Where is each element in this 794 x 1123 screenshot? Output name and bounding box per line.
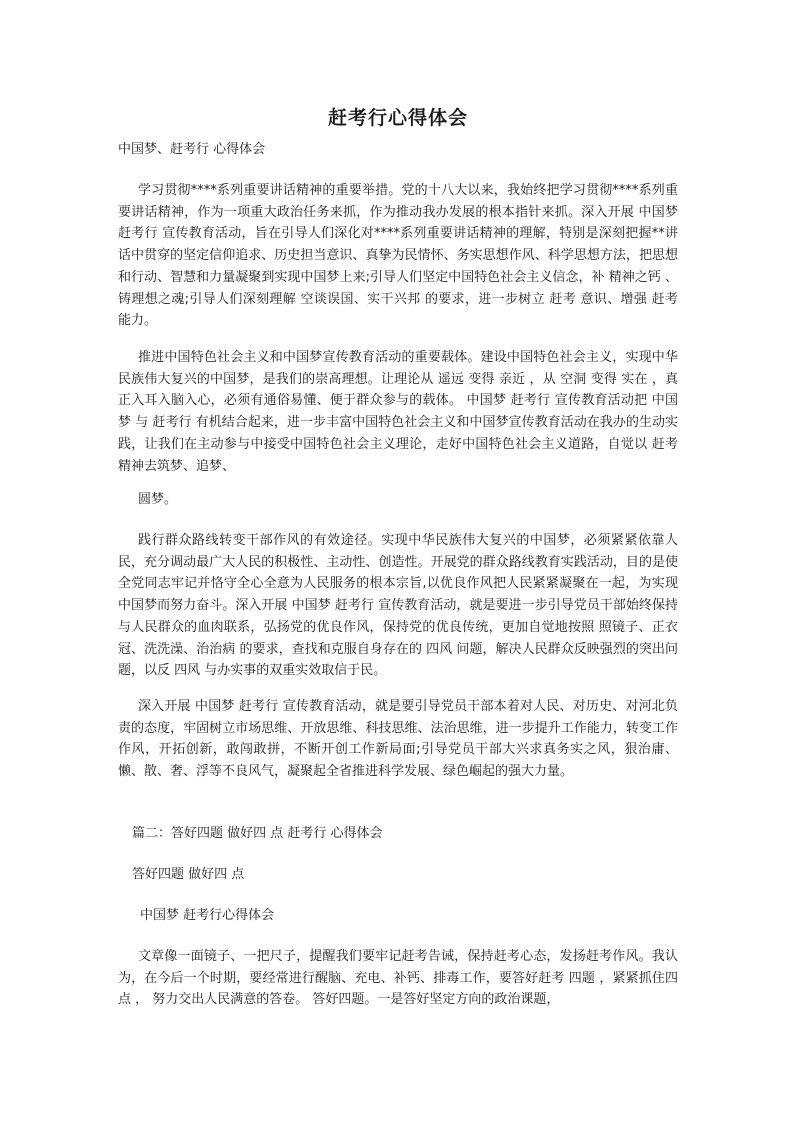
section-subheading: 答好四题 做好四 点 [132,867,245,882]
section-subtitle: 中国梦 赶考行心得体会 [140,908,275,923]
section-heading: 篇二：答好四题 做好四 点 赶考行 心得体会 [132,826,383,841]
paragraph-5: 深入开展 中国梦 赶考行 宣传教育活动，就是要引导党员干部本着对人民、对历史、对河北负责的态度，牢固树立市场思维、开放思维、科技思维、法治思维，进一步提升工作能力，转变工作作风，开拓创新，敢闯敢拼，不断开创工作新局面;引导党员干部大兴求真务实之风，狠治庸、懒、散、奢、浮等不良风气，凝聚起全省推进科学发展、绿色崛起的强大力量。 [118,699,678,780]
document-subtitle: 中国梦、赶考行 心得体会 [118,142,266,157]
paragraph-3: 圆梦。 [138,492,178,507]
document-title: 赶考行心得体会 [327,107,468,129]
paragraph-4: 践行群众路线转变干部作风的有效途径。实现中华民族伟大复兴的中国梦，必须紧紧依靠人民，充分调动最广大人民的积极性、主动性、创造性。开展党的群众路线教育实践活动，目的是使全党同志牢记并恪守全心全意为人民服务的根本宗旨,以优良作风把人民紧紧凝聚在一起，为实现中国梦而努力奋斗。深入开展 中国梦 赶考行 宣传教育活动，就是要进一步引导党员干部始终保持与人民群众的血肉联系，弘扬党的优良作风，保持党的优良传统，更加自觉地按照 照镜子、正衣冠、洗洗澡、治治病 的要求，查找和克服自身存在的 四风 问题，解决人民群众反映强烈的突出问题，以反 四风 与办实事的双重实效取信于民。 [118,533,678,679]
paragraph-2: 推进中国特色社会主义和中国梦宣传教育活动的重要载体。建设中国特色社会主义，实现中华民族伟大复兴的中国梦，是我们的崇高理想。让理论从 遥远 变得 亲近 ，从 空洞 变得 实在 ，真正入耳入脑入心，必须有通俗易懂、便于群众参与的载体。 中国梦 赶考行 宣传教育活动把 中国梦 与 赶考行 有机结合起来，进一步丰富中国特色社会主义和中国梦宣传教育活动在我办的生动实践，让我们在主动参与中接受中国特色社会主义理论，走好中国特色社会主义道路，自觉以 赶考 精神去筑梦、追梦、 [118,350,678,474]
paragraph-1: 学习贯彻****系列重要讲话精神的重要举措。党的十八大以来，我始终把学习贯彻****系列重要讲话精神，作为一项重大政治任务来抓，作为推动我办发展的根本指针来抓。深入开展 中国梦 赶考行 宣传教育活动，旨在引导人们深化对****系列重要讲话精神的理解，特别是深刻把握**讲话中贯穿的坚定信仰追求、历史担当意识、真挚为民情怀、务实思想作风、科学思想方法，把思想和行动、智慧和力量凝聚到实现中国梦上来;引导人们坚定中国特色社会主义信念，补 精神之钙 、铸理想之魂;引导人们深刻理解 空谈误国、实干兴邦 的要求，进一步树立 赶考 意识、增强 赶考 能力。 [118,183,678,329]
paragraph-6: 文章像一面镜子、一把尺子，提醒我们要牢记赶考告诫，保持赶考心态，发扬赶考作风。我认为，在今后一个时期，要经常进行醒脑、充电、补钙、排毒工作，要答好赶考 四题 ，紧紧抓住四 点 ， 努力交出人民满意的答卷。 答好四题。一是答好坚定方向的政治课题， [118,949,678,1008]
